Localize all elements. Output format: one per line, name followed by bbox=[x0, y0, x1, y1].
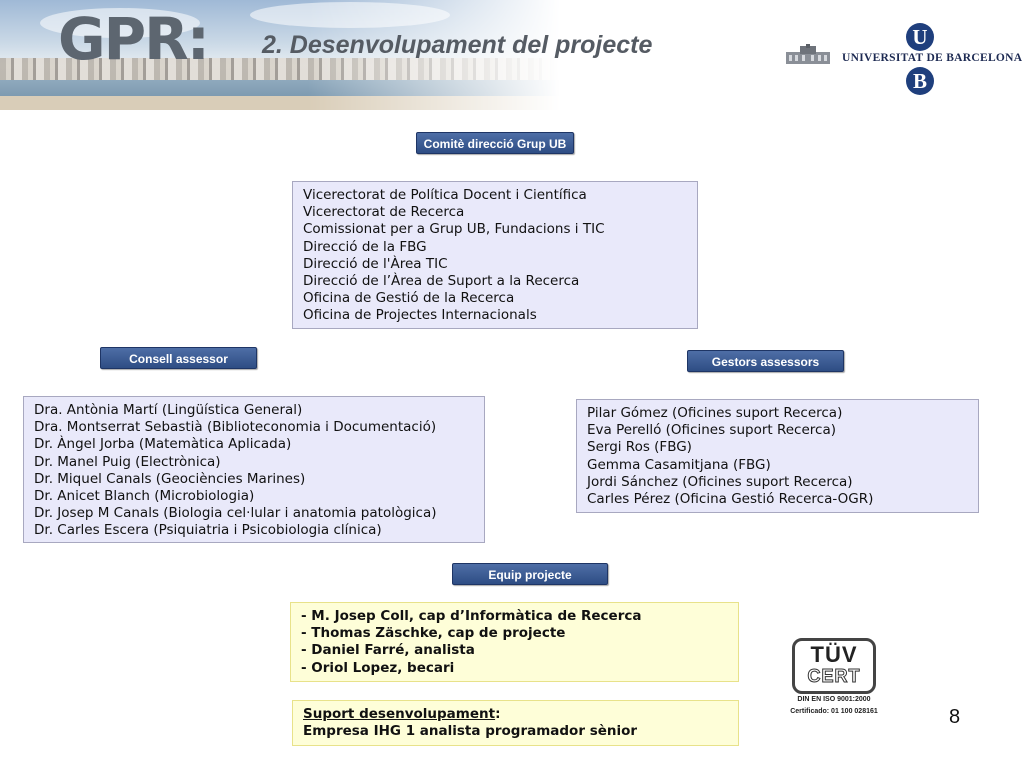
equip-label: Equip projecte bbox=[452, 563, 608, 585]
consell-member: Dr. Carles Escera (Psiquiatria i Psicobiologia clínica) bbox=[34, 522, 382, 539]
comite-box bbox=[292, 181, 698, 329]
gestors-label: Gestors assessors bbox=[687, 350, 844, 372]
tuv-cert-logo bbox=[788, 636, 880, 728]
equip-box bbox=[290, 602, 739, 682]
comite-item: Comissionat per a Grup UB, Fundacions i TIC bbox=[303, 221, 605, 238]
consell-member: Dr. Manel Puig (Electrònica) bbox=[34, 453, 221, 470]
gestor-member: Carles Pérez (Oficina Gestió Recerca-OGR) bbox=[587, 491, 874, 508]
comite-item: Direcció de la FBG bbox=[303, 238, 427, 255]
comite-item: Vicerectorat de Recerca bbox=[303, 204, 465, 221]
comite-item: Oficina de Gestió de la Recerca bbox=[303, 290, 515, 307]
gestor-member: Gemma Casamitjana (FBG) bbox=[587, 456, 771, 473]
consell-label: Consell assessor bbox=[100, 347, 257, 369]
cert-standard: DIN EN ISO 9001:2000 bbox=[797, 696, 871, 703]
consell-member: Dr. Anicet Blanch (Microbiologia) bbox=[34, 488, 255, 505]
suport-box bbox=[292, 700, 739, 746]
tuv-brand: TÜV bbox=[810, 642, 858, 667]
ub-letter-b: B bbox=[906, 67, 934, 95]
university-name: UNIVERSITAT DE BARCELONA bbox=[842, 52, 1023, 64]
comite-item: Vicerectorat de Política Docent i Científica bbox=[303, 187, 587, 203]
equip-member: - Daniel Farré, analista bbox=[301, 642, 475, 659]
consell-member: Dr. Josep M Canals (Biologia cel·lular i anatomia patològica) bbox=[34, 505, 437, 522]
suport-heading: Suport desenvolupament bbox=[303, 706, 496, 722]
university-building-icon bbox=[786, 44, 830, 64]
consell-member: Dra. Antònia Martí (Lingüística General) bbox=[34, 402, 303, 418]
consell-member: Dr. Miquel Canals (Geociències Marines) bbox=[34, 470, 306, 487]
comite-item: Oficina de Projectes Internacionals bbox=[303, 307, 537, 324]
comite-item: Direcció de l’Àrea de Suport a la Recerca bbox=[303, 273, 580, 290]
consell-list bbox=[34, 402, 474, 540]
cert-number: Certificado: 01 100 028161 bbox=[790, 708, 878, 715]
gestors-box bbox=[576, 399, 979, 513]
gpr-logo: GPR: bbox=[58, 5, 208, 73]
comite-item: Direcció de l'Àrea TIC bbox=[303, 255, 448, 272]
gestor-member: Eva Perelló (Oficines suport Recerca) bbox=[587, 422, 836, 439]
consell-member: Dr. Àngel Jorba (Matemàtica Aplicada) bbox=[34, 436, 292, 453]
suport-colon: : bbox=[495, 706, 501, 722]
page-title: 2. Desenvolupament del projecte bbox=[262, 31, 653, 59]
suport-text: Empresa IHG 1 analista programador sènior bbox=[303, 723, 638, 740]
gestor-member: Jordi Sánchez (Oficines suport Recerca) bbox=[587, 473, 853, 490]
consell-member: Dra. Montserrat Sebastià (Biblioteconomia i Documentació) bbox=[34, 419, 437, 436]
university-logo bbox=[786, 22, 1023, 98]
comite-label: Comitè direcció Grup UB bbox=[416, 132, 574, 154]
gestor-member: Pilar Gómez (Oficines suport Recerca) bbox=[587, 405, 843, 421]
equip-member: - M. Josep Coll, cap d’Informàtica de Recerca bbox=[301, 608, 642, 624]
cert-brand: CERT bbox=[807, 666, 861, 686]
comite-list bbox=[303, 187, 687, 325]
page-number: 8 bbox=[949, 706, 961, 728]
equip-list bbox=[301, 608, 728, 677]
consell-box bbox=[23, 396, 485, 543]
equip-member: - Oriol Lopez, becari bbox=[301, 659, 455, 676]
gestors-list bbox=[587, 405, 968, 508]
equip-member: - Thomas Zäschke, cap de projecte bbox=[301, 625, 566, 642]
ub-letter-u: U bbox=[906, 23, 934, 51]
gestor-member: Sergi Ros (FBG) bbox=[587, 439, 692, 456]
